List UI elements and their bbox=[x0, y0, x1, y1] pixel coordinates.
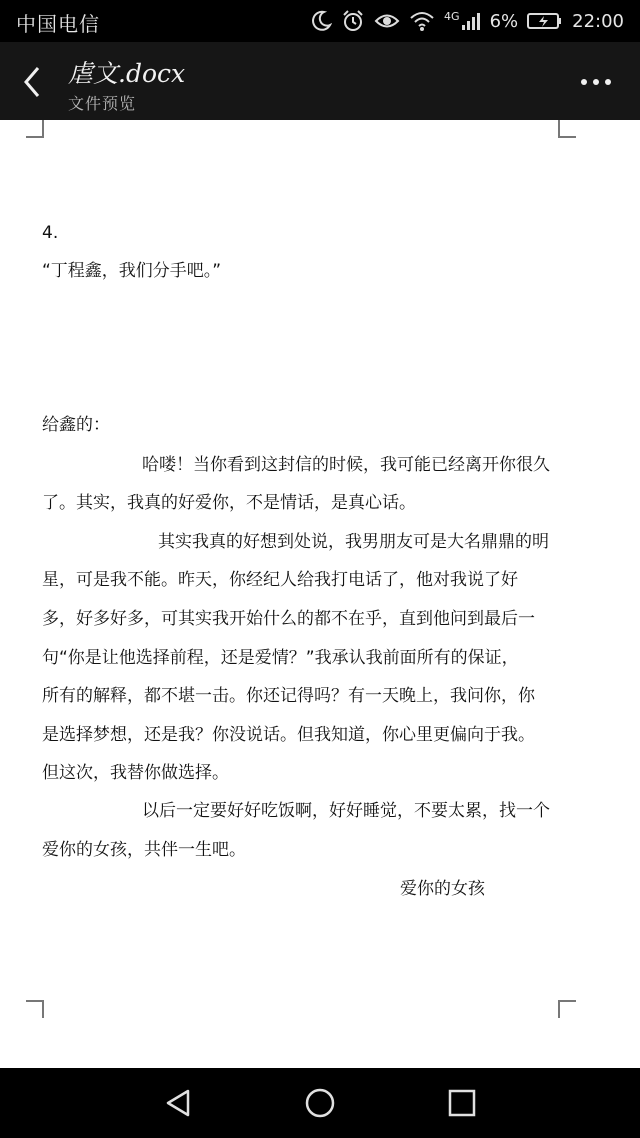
document-subtitle: 文件预览 bbox=[68, 94, 137, 113]
letter-line: 星，可是我不能。昨天，你经纪人给我打电话了，他对我说了好 bbox=[42, 570, 518, 590]
letter-line: 是选择梦想，还是我？你没说话。但我知道，你心里更偏向于我。 bbox=[42, 725, 535, 745]
more-options-icon bbox=[578, 70, 614, 94]
document-title: 虐文.docx bbox=[68, 59, 186, 88]
chapter-number: 4. bbox=[42, 223, 59, 243]
moon-icon bbox=[310, 10, 332, 32]
status-icons bbox=[310, 7, 624, 35]
back-arrow-icon bbox=[14, 60, 54, 104]
eye-icon bbox=[374, 10, 400, 32]
letter-line: 但这次，我替你做选择。 bbox=[42, 763, 229, 783]
opening-quote: “丁程鑫，我们分手吧。” bbox=[42, 261, 222, 281]
letter-line: 句“你是让他选择前程，还是爱情？”我承认我前面所有的保证， bbox=[42, 648, 519, 668]
letter-line: 其实我真的好想到处说，我男朋友可是大名鼎鼎的明 bbox=[158, 532, 549, 552]
back-button[interactable] bbox=[14, 60, 54, 104]
network-type: 4G bbox=[444, 9, 460, 23]
battery-charging-icon bbox=[527, 11, 563, 31]
nav-back-button[interactable] bbox=[160, 1085, 196, 1121]
letter-line: 哈喽！当你看到这封信的时候，我可能已经离开你很久 bbox=[142, 455, 550, 475]
back-triangle-icon bbox=[160, 1085, 196, 1121]
home-circle-icon bbox=[302, 1085, 338, 1121]
navigation-bar bbox=[0, 1068, 640, 1138]
nav-home-button[interactable] bbox=[302, 1085, 338, 1121]
nav-recents-button[interactable] bbox=[444, 1085, 480, 1121]
more-options-button[interactable] bbox=[578, 70, 614, 94]
app-bar bbox=[0, 42, 640, 120]
status-bar bbox=[0, 0, 640, 42]
letter-line: 爱你的女孩，共伴一生吧。 bbox=[42, 840, 246, 860]
signal-icon bbox=[461, 11, 481, 31]
battery-percent: 6% bbox=[489, 10, 519, 32]
document-page[interactable] bbox=[0, 120, 640, 1068]
letter-salutation: 给鑫的： bbox=[42, 415, 110, 435]
letter-line: 以后一定要好好吃饭啊，好好睡觉，不要太累，找一个 bbox=[142, 801, 550, 821]
clock: 22:00 bbox=[572, 10, 624, 32]
crop-mark-bottom-left bbox=[26, 1000, 44, 1018]
letter-signature: 爱你的女孩 bbox=[400, 879, 485, 899]
carrier-name: 中国电信 bbox=[16, 12, 100, 36]
letter-line: 所有的解释，都不堪一击。你还记得吗？有一天晚上，我问你，你 bbox=[42, 686, 535, 706]
letter-line: 多，好多好多，可其实我开始什么的都不在乎，直到他问到最后一 bbox=[42, 609, 535, 629]
recents-square-icon bbox=[444, 1085, 480, 1121]
alarm-icon bbox=[341, 9, 365, 33]
wifi-icon bbox=[409, 10, 435, 32]
letter-line: 了。其实，我真的好爱你，不是情话，是真心话。 bbox=[42, 493, 416, 513]
crop-mark-bottom-right bbox=[558, 1000, 576, 1018]
crop-mark-top-right bbox=[558, 120, 576, 138]
crop-mark-top-left bbox=[26, 120, 44, 138]
